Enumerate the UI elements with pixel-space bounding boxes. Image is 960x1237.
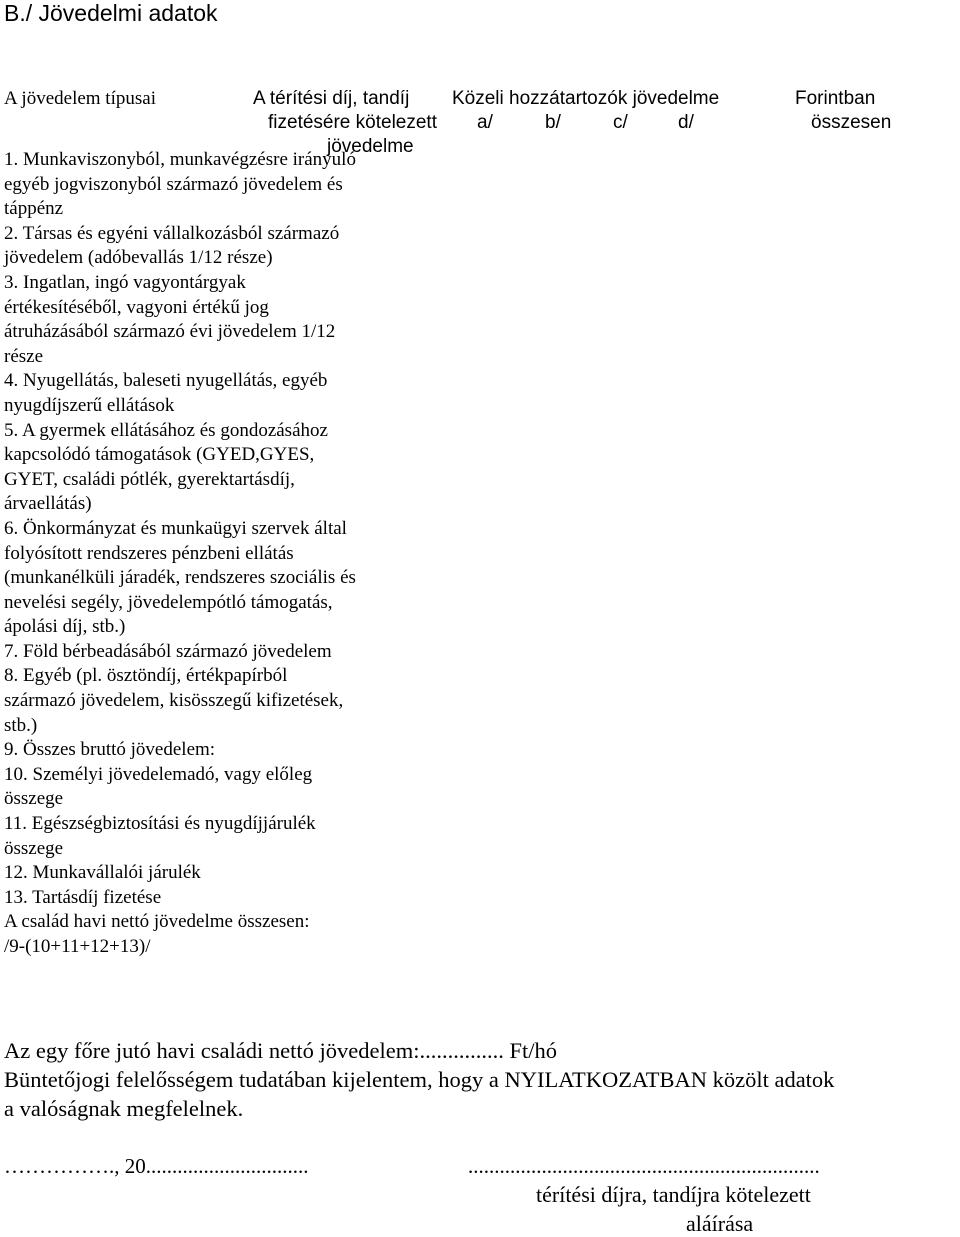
col-header-relatives: Közeli hozzátartozók jövedelme [452,88,720,109]
section-title: B./ Jövedelmi adatok [4,0,218,26]
income-row: 10. Személyi jövedelemadó, vagy előleg összege [4,763,313,810]
col-header-relative-d: d/ [678,112,694,133]
income-row: 1. Munkaviszonyból, munkavégzésre irányuló egyéb jogviszonyból származó jövedelem és táppénz [4,149,356,220]
col-header-relative-b: b/ [545,112,561,133]
col-header-type: A jövedelem típusai [4,88,156,109]
income-row: 6. Önkormányzat és munkaügyi szervek által folyósított rendszeres pénzbeni ellátás (munkanélküli járadék, rendszeres szociális és nevelési segély, jövedelempótló támogatás, ápolási díj, stb.) [4,517,356,638]
income-row: 4. Nyugellátás, baleseti nyugellátás, egyéb nyugdíjszerű ellátások [4,370,328,416]
income-row: 2. Társas és egyéni vállalkozásból származó jövedelem (adóbevallás 1/12 része) [4,222,340,269]
income-row-net-total: A család havi nettó jövedelme összesen: /9-(10+11+12+13)/ [4,911,310,957]
col-header-payer-line3: jövedelme [327,136,414,157]
col-header-payer-line1: A térítési díj, tandíj [253,88,410,109]
signature-label-line2: aláírása [686,1211,754,1236]
col-header-total-line1: Forintban [795,88,876,109]
col-header-payer-line2: fizetésére kötelezett [268,112,437,133]
income-row: 12. Munkavállalói járulék [4,862,201,884]
declaration-line-2: a valóságnak megfelelnek. [4,1096,244,1121]
income-row: 8. Egyéb (pl. ösztöndíj, értékpapírból származó jövedelem, kisösszegű kifizetések, stb.) [4,665,344,736]
income-row: 11. Egészségbiztosítási és nyugdíjjárulék összege [4,813,316,859]
col-header-relative-a: a/ [477,112,493,133]
declaration-line-1: Büntetőjogi felelősségem tudatában kijelentem, hogy a NYILATKOZATBAN közölt adatok [4,1067,835,1092]
income-row: 13. Tartásdíj fizetése [4,886,162,908]
income-row: 7. Föld bérbeadásából származó jövedelem [4,640,332,662]
income-row: 9. Összes bruttó jövedelem: [4,739,216,761]
place-date-field: ……………., 20............................... [4,1154,309,1178]
income-row: 5. A gyermek ellátásához és gondozásához kapcsolódó támogatások (GYED,GYES, GYET, családi pótlék, gyerektartásdíj, árvaellátás) [4,419,328,515]
income-row: 3. Ingatlan, ingó vagyontárgyak értékesítéséből, vagyoni értékű jog átruházásából származó évi jövedelem 1/12 része [4,271,336,367]
col-header-relative-c: c/ [613,112,628,133]
signature-label-line1: térítési díjra, tandíjra kötelezett [536,1182,811,1207]
col-header-total-line2: összesen [811,112,892,133]
signature-line: ................................................................... [468,1154,820,1178]
income-rows [4,148,424,960]
per-capita-income-line: Az egy főre jutó havi családi nettó jövedelem:............... Ft/hó [4,1038,557,1063]
